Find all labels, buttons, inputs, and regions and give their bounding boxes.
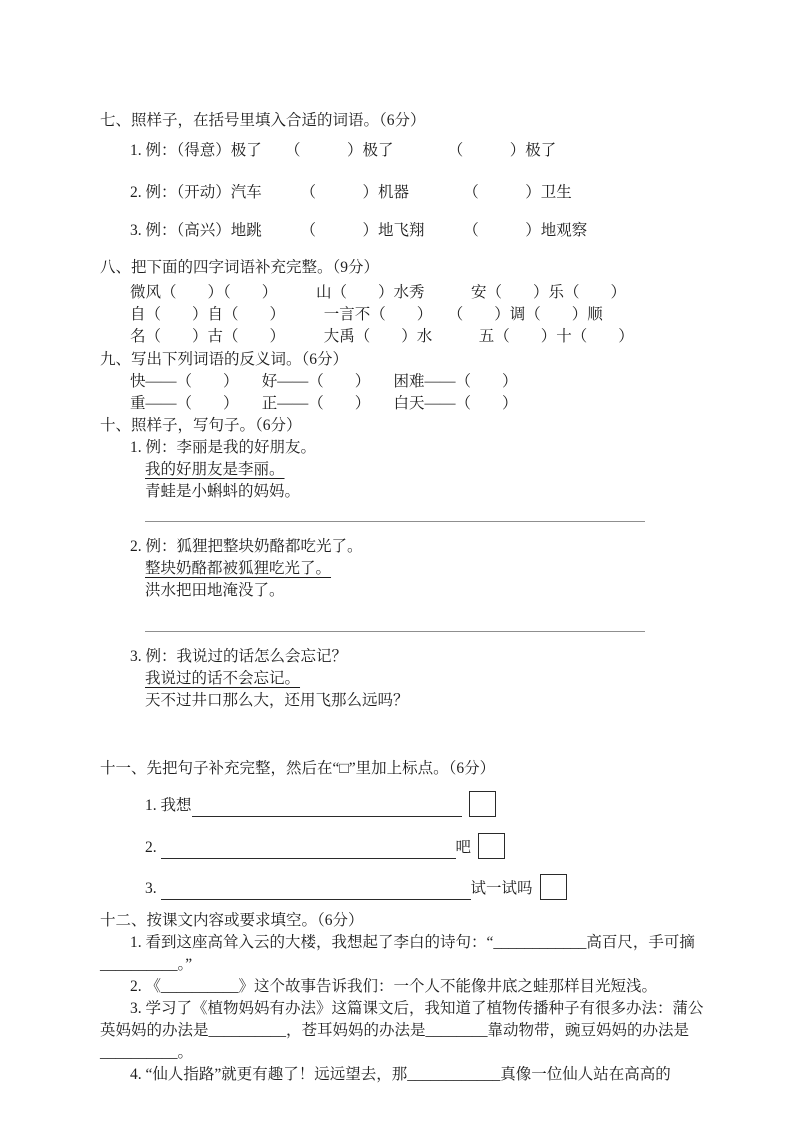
punctuation-box: [469, 791, 496, 817]
antonym-line: 快——（ ） 好——（ ） 困难——（ ）: [130, 373, 518, 390]
section-twelve: [100, 910, 706, 1086]
section-title: 十、照样子，写句子。（6分）: [100, 417, 302, 434]
idiom-fill-line: 微风（ ）（ ） 山（ ）水秀 安（ ）乐（ ）: [130, 284, 627, 301]
sentence-prefix: 3.: [145, 880, 161, 897]
punctuation-box: [540, 874, 567, 900]
word-fill-line: 3. 例：（高兴）地跳 （ ）地飞翔 （ ）地观察: [130, 222, 588, 239]
question-paragraph: 3. 学习了《植物妈妈有办法》这篇课文后，我知道了植物传播种子有很多办法：蒲公英妈妈的办法是__________，苍耳妈妈的办法是________靠动物带，豌豆妈妈的办法是__________。: [100, 1000, 704, 1061]
section-nine: [100, 349, 706, 415]
question-paragraph: 1. 看到这座高耸入云的大楼，我想起了李白的诗句：“____________高百尺，手可摘__________。”: [100, 934, 695, 973]
section-title: 七、照样子，在括号里填入合适的词语。（6分）: [100, 112, 426, 129]
section-title: 八、把下面的四字词语补充完整。（9分）: [100, 259, 380, 276]
sentence-completion-row: [145, 787, 706, 817]
sentence-suffix: 吧: [455, 839, 472, 856]
model-answer: 我的好朋友是李丽。: [145, 461, 285, 478]
example-sentence: 3. 例：我说过的话怎么会忘记？: [130, 648, 348, 665]
punctuation-box: [478, 833, 505, 859]
practice-sentence: 天不过井口那么大，还用飞那么远吗？: [145, 692, 409, 709]
exam-content: [100, 110, 706, 1086]
question-paragraph: 2. 《__________》这个故事告诉我们：一个人不能像井底之蛙那样目光短浅。: [130, 978, 658, 995]
section-title: 九、写出下列词语的反义词。（6分）: [100, 351, 349, 368]
question-paragraph: 4. “仙人指路”就更有趣了！远远望去，那____________真像一位仙人站在高高的: [130, 1066, 671, 1083]
fill-in-blank-line: [161, 880, 471, 900]
practice-sentence: 洪水把田地淹没了。: [145, 582, 285, 599]
section-eight: [100, 257, 706, 348]
section-title: 十二、按课文内容或要求填空。（6分）: [100, 912, 364, 929]
answer-line: [145, 631, 645, 632]
idiom-fill-line: 自（ ）自（ ） 一言不（ ） （ ）调（ ）顺: [130, 306, 603, 323]
word-fill-line: 1. 例：（得意）极了 （ ）极了 （ ）极了: [130, 142, 557, 159]
sentence-suffix: 试一试吗: [470, 880, 533, 897]
model-answer: 整块奶酪都被狐狸吃光了。: [145, 560, 332, 577]
section-title: 十一、先把句子补充完整，然后在“□”里加上标点。（6分）: [100, 760, 496, 777]
sentence-completion-row: [145, 870, 706, 900]
example-sentence: 2. 例：狐狸把整块奶酪都吃光了。: [130, 538, 363, 555]
model-answer: 我说过的话不会忘记。: [145, 670, 301, 687]
section-eleven: [100, 758, 706, 900]
sentence-completion-row: [145, 829, 706, 859]
sentence-prefix: 2.: [145, 839, 161, 856]
practice-sentence: 青蛙是小蝌蚪的妈妈。: [145, 483, 301, 500]
sentence-prefix: 1. 我想: [145, 797, 192, 814]
section-seven: [100, 110, 706, 242]
fill-in-blank-line: [161, 839, 456, 859]
example-sentence: 1. 例：李丽是我的好朋友。: [130, 439, 317, 456]
answer-line: [145, 521, 645, 522]
antonym-line: 重——（ ） 正——（ ） 白天——（ ）: [130, 395, 518, 412]
idiom-fill-line: 名（ ）古（ ） 大禹（ ）水 五（ ）十（ ）: [130, 328, 634, 345]
fill-in-blank-line: [192, 797, 462, 817]
word-fill-line: 2. 例：（开动）汽车 （ ）机器 （ ）卫生: [130, 184, 572, 201]
section-ten: [100, 415, 706, 712]
